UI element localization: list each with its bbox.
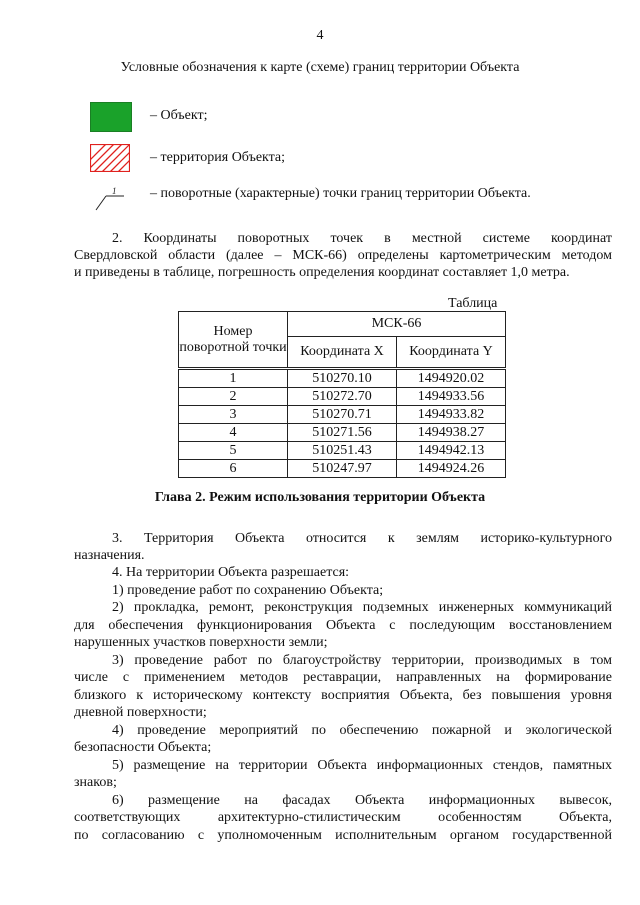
table-row (179, 388, 506, 406)
svg-text:1: 1 (112, 186, 117, 196)
legend-title: Условные обозначения к карте (схеме) границ территории Объекта (120, 60, 520, 75)
cell-coord-x: 510270.71 (288, 406, 397, 424)
item-6-line-2: соответствующих архитектурно-стилистическим особенностям Объекта, (74, 810, 612, 825)
cell-coord-x: 510251.43 (288, 442, 397, 460)
header-coord-x: Координата X (288, 337, 397, 369)
item-6-line-3: по согласованию с уполномоченным исполнительным органом государственной (74, 828, 612, 843)
cell-coord-y: 1494933.82 (397, 406, 506, 424)
paragraph-2-line-3: и приведены в таблице, погрешность определения координат составляет 1,0 метра. (74, 265, 570, 280)
paragraph-2-line-2: Свердловской области (далее – МСК-66) определены картометрическим методом (74, 248, 612, 263)
header-point-number: Номер поворотной точки (179, 312, 288, 369)
cell-point-number: 1 (179, 369, 288, 388)
legend-label-points: – поворотные (характерные) точки границ территории Объекта. (150, 186, 531, 201)
red-hatch-icon (90, 144, 130, 172)
legend-item-points (90, 186, 610, 216)
header-coord-y: Координата Y (397, 337, 506, 369)
cell-point-number: 6 (179, 460, 288, 478)
item-3-line-1: 3) проведение работ по благоустройству территории, производимых в том (112, 653, 612, 668)
turning-point-icon (90, 182, 130, 212)
table-row (179, 460, 506, 478)
item-3-line-4: дневной поверхности; (74, 705, 207, 720)
paragraph-4: 4. На территории Объекта разрешается: (112, 565, 350, 580)
chapter-title: Глава 2. Режим использования территории Объекта (154, 490, 486, 505)
green-fill-icon (90, 102, 132, 132)
cell-coord-y: 1494938.27 (397, 424, 506, 442)
cell-point-number: 3 (179, 406, 288, 424)
table-row (179, 406, 506, 424)
cell-point-number: 2 (179, 388, 288, 406)
paragraph-3-line-2: назначения. (74, 548, 145, 563)
table-body (179, 369, 506, 478)
item-1: 1) проведение работ по сохранению Объекта; (112, 583, 384, 598)
table-row (179, 442, 506, 460)
cell-coord-x: 510271.56 (288, 424, 397, 442)
coordinates-table (178, 311, 506, 478)
paragraph-2-line-1: 2. Координаты поворотных точек в местной системе координат (112, 231, 612, 246)
item-3-line-3: близкого к историческому контексту восприятия Объекта, без повышения уровня (74, 688, 612, 703)
legend-label-territory: – территория Объекта; (150, 150, 286, 165)
table-row (179, 424, 506, 442)
item-4-line-1: 4) проведение мероприятий по обеспечению пожарной и экологической (112, 723, 612, 738)
paragraph-3-line-1: 3. Территория Объекта относится к землям историко-культурного (112, 531, 612, 546)
table-caption: Таблица (448, 296, 498, 311)
cell-coord-y: 1494942.13 (397, 442, 506, 460)
cell-coord-x: 510247.97 (288, 460, 397, 478)
cell-coord-x: 510270.10 (288, 369, 397, 388)
legend-label-object: – Объект; (150, 108, 208, 123)
item-2-line-1: 2) прокладка, ремонт, реконструкция подземных инженерных коммуникаций (112, 600, 612, 615)
item-5-line-2: знаков; (74, 775, 117, 790)
cell-coord-y: 1494924.26 (397, 460, 506, 478)
item-2-line-3: нарушенных участков поверхности земли; (74, 635, 328, 650)
page-number: 4 (316, 28, 324, 43)
cell-coord-y: 1494920.02 (397, 369, 506, 388)
item-3-line-2: числе с применением методов реставрации, направленных на формирование (74, 670, 612, 685)
table-row (179, 369, 506, 388)
legend-item-object (90, 102, 610, 132)
cell-coord-y: 1494933.56 (397, 388, 506, 406)
cell-coord-x: 510272.70 (288, 388, 397, 406)
cell-point-number: 5 (179, 442, 288, 460)
item-5-line-1: 5) размещение на территории Объекта информационных стендов, памятных (112, 758, 612, 773)
item-6-line-1: 6) размещение на фасадах Объекта информационных вывесок, (112, 793, 612, 808)
header-msk66: МСК-66 (288, 312, 506, 337)
legend-item-territory (90, 144, 610, 174)
item-4-line-2: безопасности Объекта; (74, 740, 212, 755)
cell-point-number: 4 (179, 424, 288, 442)
item-2-line-2: для обеспечения функционирования Объекта с последующим восстановлением (74, 618, 612, 633)
